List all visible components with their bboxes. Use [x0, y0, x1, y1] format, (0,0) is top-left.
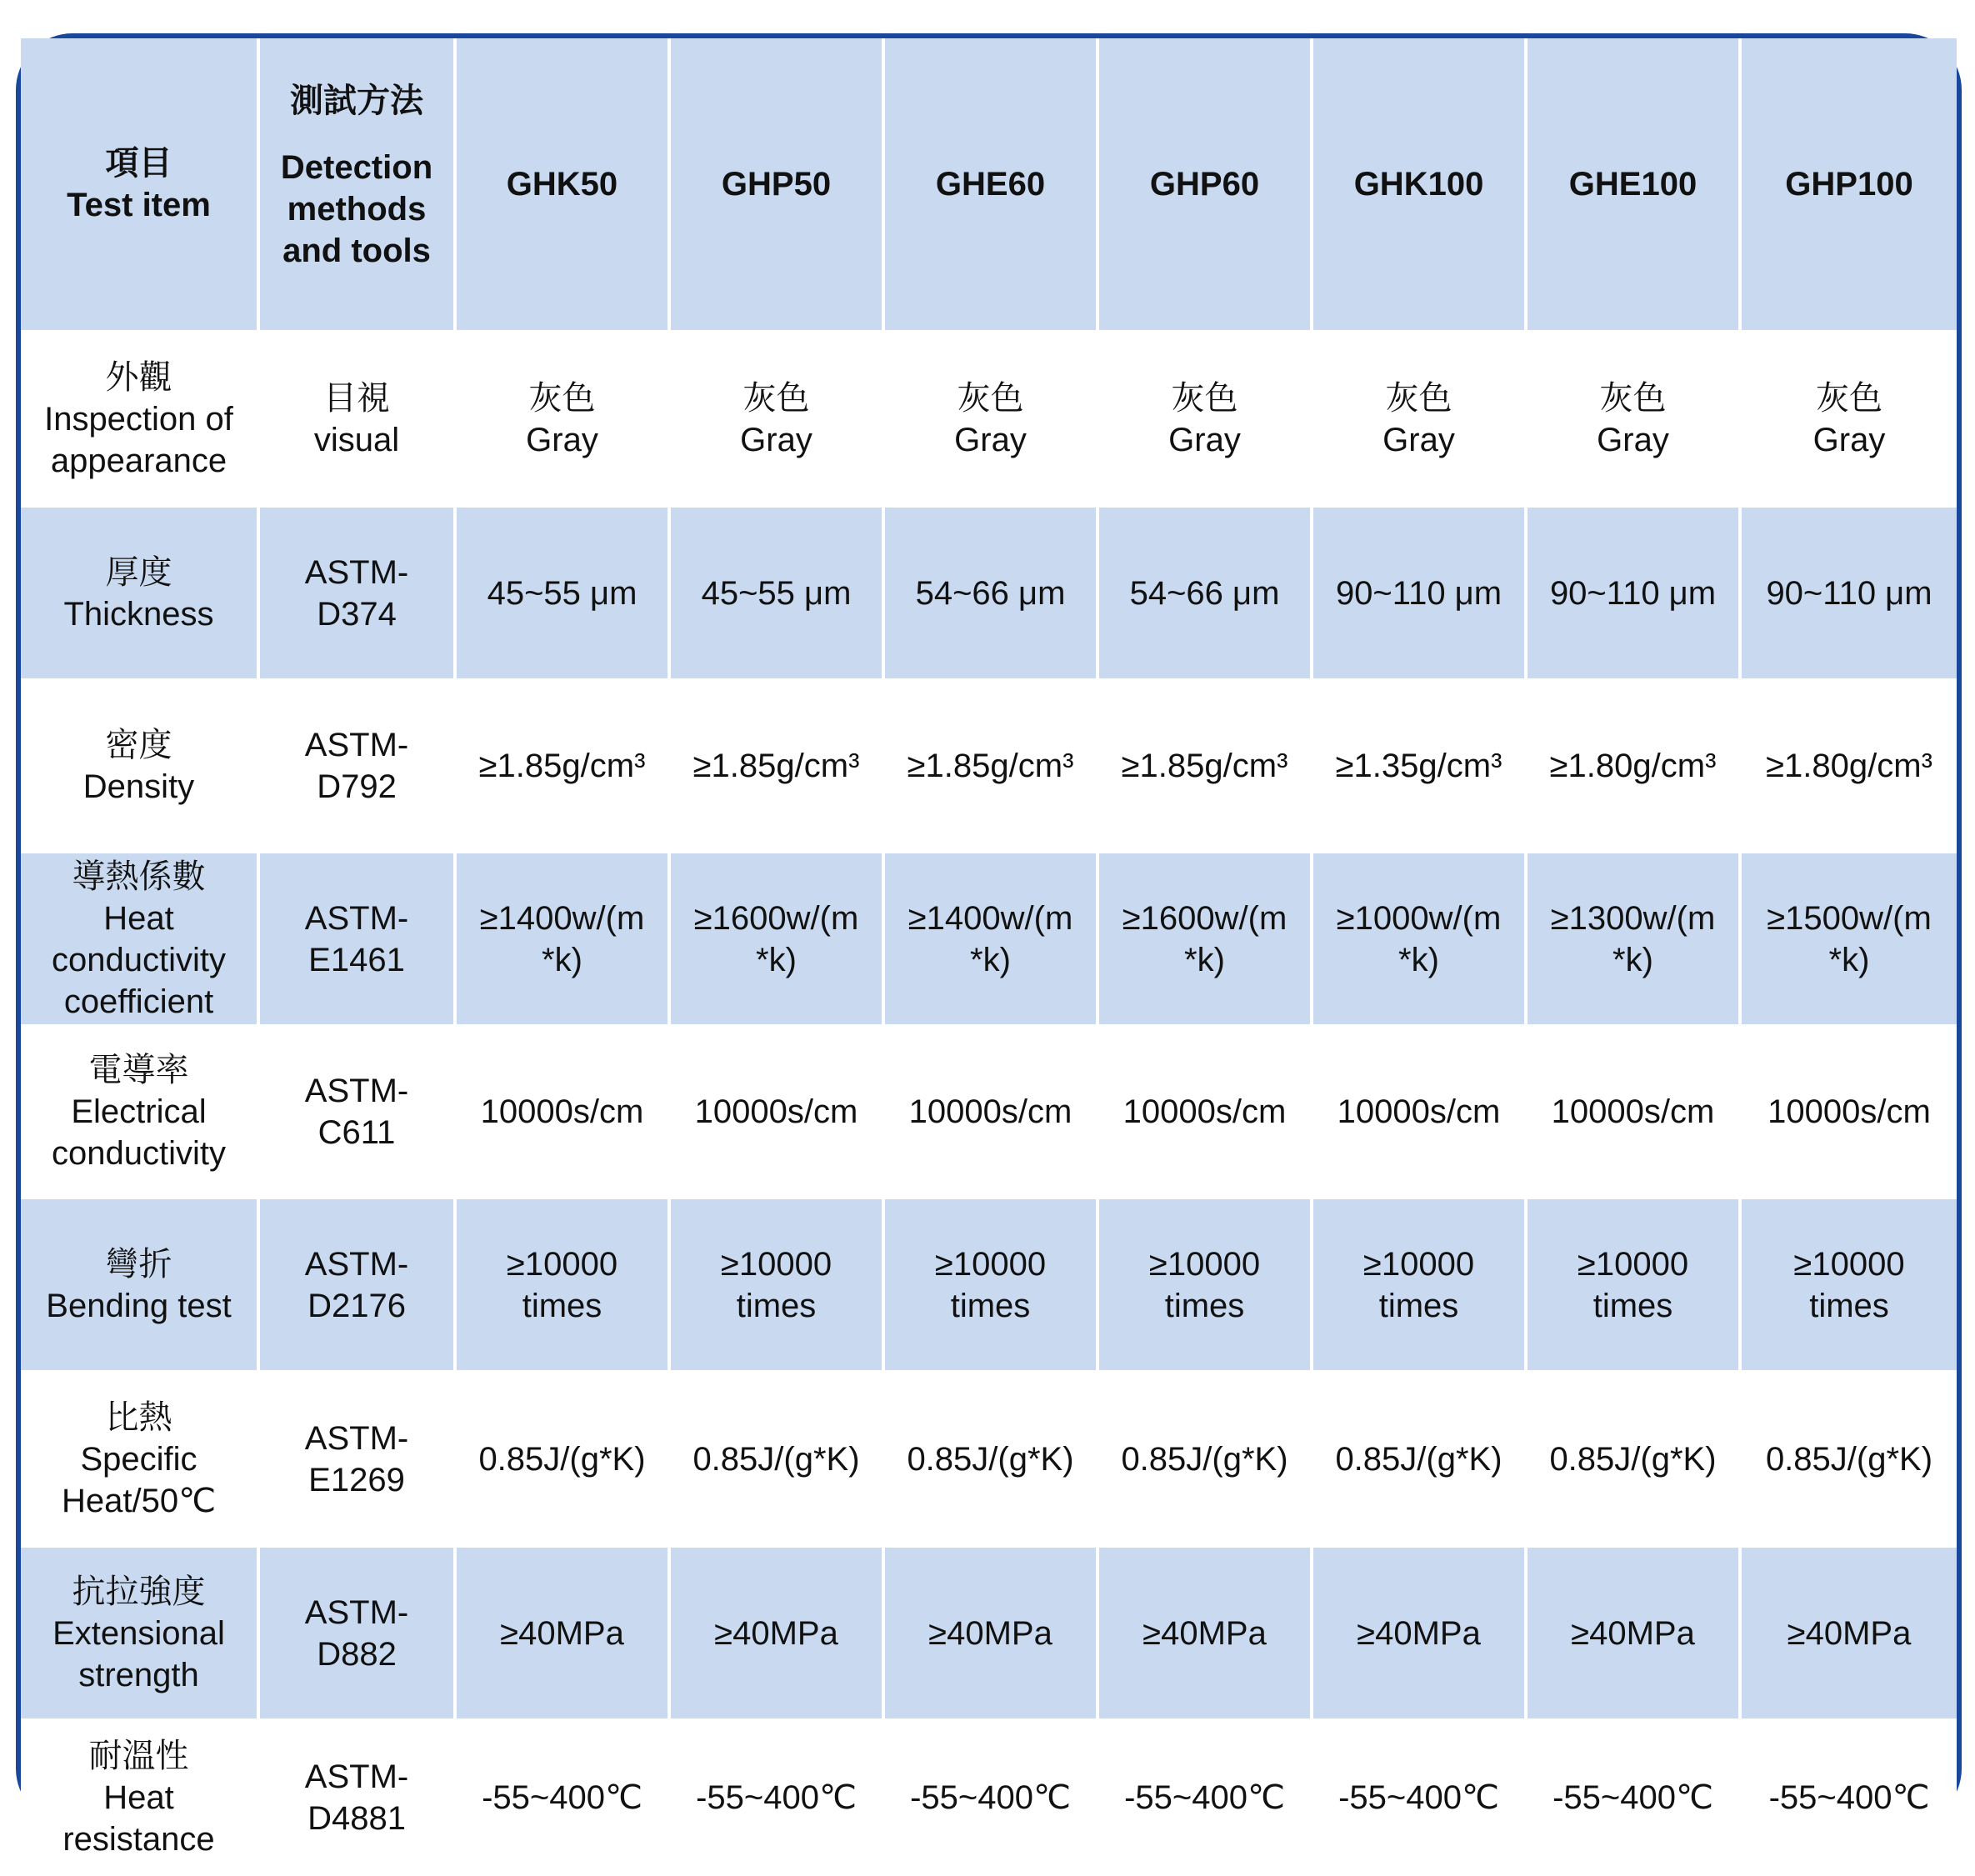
header-row	[21, 38, 1957, 330]
header-model-ghe100: GHE100	[1528, 38, 1742, 330]
test-item-en: Specific Heat/50℃	[61, 1440, 217, 1519]
header-method-cn: 測試方法	[290, 83, 423, 119]
value-cell-ghp60	[1099, 1718, 1313, 1876]
header-method-en: Detection methods and tools	[280, 149, 433, 269]
test-item-cn: 厚度	[105, 553, 172, 591]
value-text: times	[1809, 1287, 1889, 1324]
detection-method-cell	[260, 508, 457, 678]
value-text: 0.85J/(g*K)	[1121, 1440, 1288, 1478]
header-item-en: Test item	[67, 187, 211, 223]
spec-table	[21, 38, 1957, 1876]
value-text: 灰色	[1171, 379, 1238, 417]
value-cell-ghk50	[457, 1199, 671, 1370]
header-model-ghe60: GHE60	[885, 38, 1099, 330]
value-cell-ghk100	[1313, 678, 1528, 853]
value-cell-ghk50	[457, 330, 671, 508]
detection-method-cell	[260, 853, 457, 1024]
value-cell-ghp50	[671, 1718, 885, 1876]
value-cell-ghk100	[1313, 1718, 1528, 1876]
value-cell-ghk50	[457, 1024, 671, 1199]
value-cell-ghk50	[457, 508, 671, 678]
value-cell-ghp100	[1742, 508, 1957, 678]
detection-method-text: ASTM-	[304, 1593, 409, 1631]
value-text: *k)	[542, 941, 582, 978]
value-cell-ghe100	[1528, 1718, 1742, 1876]
value-cell-ghe100	[1528, 508, 1742, 678]
value-text: ≥10000	[720, 1245, 832, 1283]
value-cell-ghk100	[1313, 1370, 1528, 1548]
value-text: 10000s/cm	[908, 1093, 1072, 1130]
test-item-cn: 耐溫性	[88, 1737, 189, 1774]
table-row-bending-test	[21, 1199, 1957, 1370]
value-text: ≥10000	[1148, 1245, 1261, 1283]
value-text: Gray	[1812, 421, 1886, 458]
value-cell-ghk100	[1313, 853, 1528, 1024]
value-cell-ghk50	[457, 853, 671, 1024]
test-item-en: Inspection of appearance	[44, 400, 233, 479]
test-item-cell	[21, 1024, 260, 1199]
detection-method-text: C611	[318, 1114, 396, 1151]
test-item-cell	[21, 678, 260, 853]
header-model-ghp60: GHP60	[1099, 38, 1313, 330]
detection-method-text: D2176	[308, 1287, 406, 1324]
value-cell-ghp100	[1742, 1718, 1957, 1876]
value-text: -55~400℃	[482, 1778, 642, 1816]
test-item-cn: 電導率	[88, 1052, 189, 1088]
value-cell-ghe60	[885, 853, 1099, 1024]
table-row-heat-conductivity	[21, 853, 1957, 1024]
value-text: ≥1600w/(m	[1122, 899, 1288, 937]
value-text: times	[1378, 1287, 1459, 1324]
value-text: ≥1400w/(m	[479, 899, 645, 937]
value-cell-ghp100	[1742, 330, 1957, 508]
value-text: 灰色	[957, 379, 1024, 417]
value-text: *k)	[1828, 941, 1870, 978]
detection-method-cell	[260, 1199, 457, 1370]
value-text: 90~110 μm	[1766, 574, 1932, 612]
value-cell-ghp50	[671, 1548, 885, 1718]
value-text: 灰色	[528, 379, 596, 417]
table-row-specific-heat	[21, 1370, 1957, 1548]
test-item-cn: 彎折	[105, 1245, 172, 1283]
detection-method-cell	[260, 1370, 457, 1548]
value-cell-ghe60	[885, 330, 1099, 508]
test-item-cn: 密度	[105, 727, 172, 763]
value-text: times	[950, 1287, 1031, 1324]
value-cell-ghp60	[1099, 1199, 1313, 1370]
value-text: *k)	[1184, 941, 1225, 978]
test-item-cell	[21, 1718, 260, 1876]
value-text: times	[1164, 1287, 1245, 1324]
value-cell-ghp60	[1099, 1370, 1313, 1548]
value-cell-ghk100	[1313, 330, 1528, 508]
test-item-cn: 外觀	[105, 358, 172, 396]
header-model-ghk100: GHK100	[1313, 38, 1528, 330]
value-cell-ghe100	[1528, 330, 1742, 508]
value-text: ≥1.85g/cm³	[1121, 748, 1288, 784]
value-text: ≥40MPa	[500, 1614, 624, 1652]
value-text: 灰色	[1599, 379, 1667, 417]
value-text: ≥40MPa	[1787, 1614, 1912, 1652]
value-text: times	[736, 1287, 817, 1324]
value-cell-ghp100	[1742, 853, 1957, 1024]
value-cell-ghp100	[1742, 678, 1957, 853]
header-detection-method	[260, 38, 457, 330]
test-item-en: Bending test	[46, 1287, 232, 1324]
value-text: 灰色	[1385, 379, 1452, 417]
value-text: ≥10000	[1793, 1245, 1905, 1283]
value-text: ≥40MPa	[714, 1614, 838, 1652]
value-text: ≥1.85g/cm³	[478, 748, 646, 784]
test-item-en: Heat conductivity coefficient	[52, 899, 226, 1020]
detection-method-text: D882	[317, 1635, 397, 1673]
value-text: *k)	[1612, 941, 1653, 978]
value-text: 灰色	[1816, 379, 1882, 417]
value-cell-ghe60	[885, 1718, 1099, 1876]
detection-method-text: ASTM-	[304, 1419, 409, 1457]
value-text: 90~110 μm	[1335, 574, 1502, 612]
value-text: 10000s/cm	[1768, 1093, 1931, 1130]
value-text: *k)	[1398, 941, 1439, 978]
value-text: Gray	[1168, 421, 1241, 458]
detection-method-cell	[260, 1548, 457, 1718]
value-cell-ghe100	[1528, 1024, 1742, 1199]
value-text: ≥10000	[1362, 1245, 1475, 1283]
detection-method-text: ASTM-	[304, 553, 409, 591]
test-item-en: Extensional strength	[52, 1614, 225, 1693]
test-item-cell	[21, 1548, 260, 1718]
value-text: times	[1592, 1287, 1673, 1324]
value-cell-ghp60	[1099, 853, 1313, 1024]
detection-method-cell	[260, 330, 457, 508]
test-item-en: Heat resistance	[62, 1778, 215, 1858]
header-model-ghp100: GHP100	[1742, 38, 1957, 330]
value-cell-ghp50	[671, 1024, 885, 1199]
value-cell-ghe60	[885, 1370, 1099, 1548]
value-text: -55~400℃	[1338, 1778, 1499, 1816]
table-row-electrical-conductivity	[21, 1024, 1957, 1199]
value-text: times	[522, 1287, 602, 1324]
value-cell-ghe60	[885, 1024, 1099, 1199]
header-item-cn: 項目	[105, 145, 172, 182]
test-item-cell	[21, 330, 260, 508]
value-text: -55~400℃	[910, 1778, 1071, 1816]
value-text: ≥10000	[934, 1245, 1047, 1283]
value-cell-ghe100	[1528, 1548, 1742, 1718]
value-cell-ghk50	[457, 1370, 671, 1548]
value-cell-ghk100	[1313, 1024, 1528, 1199]
value-cell-ghp50	[671, 853, 885, 1024]
value-text: 54~66 μm	[915, 574, 1066, 612]
detection-method-text: 目視	[323, 379, 390, 417]
value-text: 0.85J/(g*K)	[907, 1440, 1074, 1478]
header-model-ghp50: GHP50	[671, 38, 885, 330]
value-cell-ghe60	[885, 1199, 1099, 1370]
detection-method-text: visual	[313, 421, 400, 458]
value-text: 45~55 μm	[701, 574, 852, 612]
value-text: Gray	[526, 421, 598, 458]
value-text: 54~66 μm	[1129, 574, 1280, 612]
value-cell-ghe100	[1528, 1370, 1742, 1548]
value-cell-ghk100	[1313, 1199, 1528, 1370]
detection-method-cell	[260, 1718, 457, 1876]
table-row-appearance	[21, 330, 1957, 508]
test-item-en: Electrical conductivity	[52, 1093, 226, 1172]
value-cell-ghk50	[457, 1718, 671, 1876]
value-text: ≥1600w/(m	[693, 899, 859, 937]
value-text: *k)	[756, 941, 797, 978]
value-text: ≥1.35g/cm³	[1335, 748, 1502, 784]
value-text: ≥1500w/(m	[1767, 899, 1932, 937]
value-text: ≥1000w/(m	[1336, 899, 1502, 937]
value-text: Gray	[740, 421, 812, 458]
value-text: 0.85J/(g*K)	[1335, 1440, 1502, 1478]
value-text: 灰色	[742, 379, 810, 417]
detection-method-text: ASTM-	[304, 899, 409, 937]
value-cell-ghe100	[1528, 1199, 1742, 1370]
value-text: ≥10000	[506, 1245, 618, 1283]
value-cell-ghe60	[885, 508, 1099, 678]
test-item-cn: 比熱	[105, 1398, 172, 1436]
value-text: 10000s/cm	[480, 1093, 644, 1130]
header-test-item	[21, 38, 260, 330]
value-text: ≥1.85g/cm³	[907, 748, 1074, 784]
test-item-cell	[21, 853, 260, 1024]
table-row-heat-resistance	[21, 1718, 1957, 1876]
spec-table-body	[21, 330, 1957, 1876]
header-model-ghk50: GHK50	[457, 38, 671, 330]
value-cell-ghk50	[457, 678, 671, 853]
value-cell-ghp60	[1099, 1024, 1313, 1199]
value-cell-ghk100	[1313, 1548, 1528, 1718]
value-text: 0.85J/(g*K)	[1549, 1440, 1717, 1478]
value-text: 10000s/cm	[694, 1093, 858, 1130]
value-cell-ghp50	[671, 330, 885, 508]
value-cell-ghp50	[671, 508, 885, 678]
detection-method-text: ASTM-	[304, 727, 409, 763]
detection-method-text: D374	[317, 595, 397, 633]
value-text: ≥40MPa	[928, 1614, 1052, 1652]
value-cell-ghp100	[1742, 1370, 1957, 1548]
test-item-cn: 抗拉強度	[72, 1573, 206, 1610]
value-cell-ghe60	[885, 678, 1099, 853]
value-text: ≥40MPa	[1357, 1614, 1481, 1652]
value-text: -55~400℃	[1124, 1778, 1285, 1816]
value-cell-ghp60	[1099, 330, 1313, 508]
detection-method-text: ASTM-	[304, 1073, 409, 1109]
value-text: ≥1.85g/cm³	[692, 748, 860, 784]
value-text: ≥1300w/(m	[1550, 899, 1716, 937]
detection-method-text: D4881	[308, 1799, 406, 1837]
test-item-cell	[21, 1199, 260, 1370]
spec-table-frame	[16, 33, 1962, 1858]
detection-method-text: ASTM-	[304, 1245, 409, 1283]
value-text: 90~110 μm	[1549, 574, 1717, 612]
value-text: 45~55 μm	[487, 574, 638, 612]
value-text: -55~400℃	[1768, 1778, 1930, 1816]
value-text: ≥1400w/(m	[908, 899, 1073, 937]
detection-method-text: E1461	[308, 941, 405, 978]
detection-method-text: E1269	[308, 1461, 405, 1498]
value-cell-ghk100	[1313, 508, 1528, 678]
test-item-cell	[21, 508, 260, 678]
value-cell-ghp100	[1742, 1199, 1957, 1370]
value-cell-ghp50	[671, 678, 885, 853]
value-text: Gray	[954, 421, 1027, 458]
test-item-en: Thickness	[63, 595, 214, 633]
detection-method-cell	[260, 678, 457, 853]
value-cell-ghp60	[1099, 508, 1313, 678]
detection-method-cell	[260, 1024, 457, 1199]
value-cell-ghp50	[671, 1199, 885, 1370]
value-text: 10000s/cm	[1122, 1093, 1287, 1130]
value-text: ≥1.80g/cm³	[1766, 748, 1932, 784]
test-item-cn: 導熱係數	[72, 858, 206, 895]
value-text: Gray	[1597, 421, 1669, 458]
value-text: Gray	[1382, 421, 1455, 458]
value-cell-ghp60	[1099, 678, 1313, 853]
value-cell-ghe100	[1528, 853, 1742, 1024]
value-text: 0.85J/(g*K)	[478, 1440, 646, 1478]
value-text: ≥1.80g/cm³	[1549, 748, 1717, 784]
value-cell-ghp60	[1099, 1548, 1313, 1718]
value-text: *k)	[970, 941, 1011, 978]
table-row-thickness	[21, 508, 1957, 678]
value-text: ≥40MPa	[1571, 1614, 1695, 1652]
value-text: ≥40MPa	[1142, 1614, 1267, 1652]
value-text: -55~400℃	[696, 1778, 857, 1816]
value-cell-ghe60	[885, 1548, 1099, 1718]
test-item-en: Density	[82, 768, 195, 805]
value-cell-ghe100	[1528, 678, 1742, 853]
value-cell-ghp100	[1742, 1024, 1957, 1199]
value-text: 10000s/cm	[1337, 1093, 1501, 1130]
detection-method-text: D792	[317, 768, 397, 805]
table-row-extensional-strength	[21, 1548, 1957, 1718]
value-cell-ghp100	[1742, 1548, 1957, 1718]
table-row-density	[21, 678, 1957, 853]
value-text: 0.85J/(g*K)	[1765, 1440, 1933, 1478]
value-text: 0.85J/(g*K)	[692, 1440, 860, 1478]
value-text: -55~400℃	[1552, 1778, 1713, 1816]
value-cell-ghk50	[457, 1548, 671, 1718]
value-text: ≥10000	[1577, 1245, 1689, 1283]
value-cell-ghp50	[671, 1370, 885, 1548]
detection-method-text: ASTM-	[304, 1758, 409, 1795]
test-item-cell	[21, 1370, 260, 1548]
value-text: 10000s/cm	[1551, 1093, 1715, 1130]
